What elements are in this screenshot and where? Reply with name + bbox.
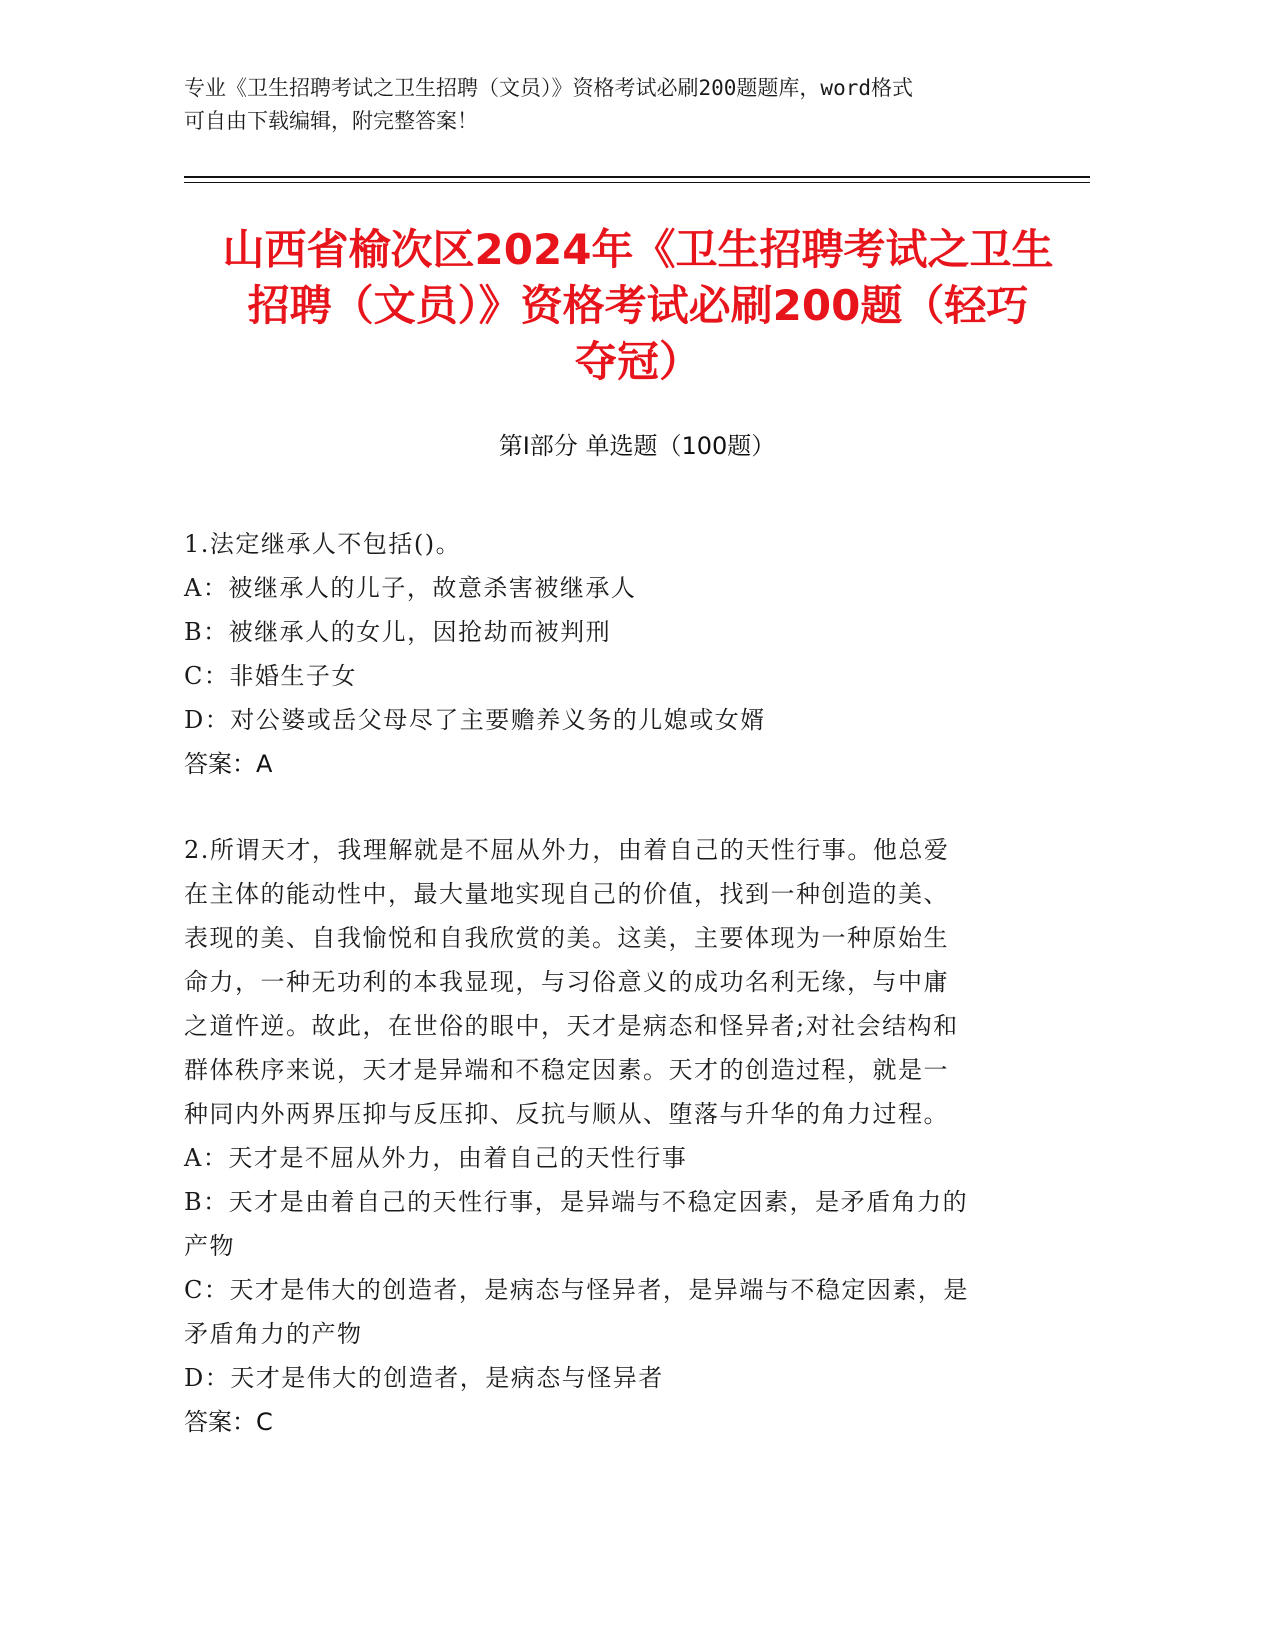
question-2 <box>184 828 1064 1444</box>
title-line: 山西省榆次区2024年《卫生招聘考试之卫生 <box>222 225 1054 274</box>
question-stem: 2.所谓天才，我理解就是不屈从外力，由着自己的天性行事。他总爱 <box>184 836 950 864</box>
header-divider-thin <box>184 182 1090 183</box>
title-line: 夺冠） <box>574 337 701 386</box>
document-title <box>170 222 1106 390</box>
question-stem: 表现的美、自我愉悦和自我欣赏的美。这美，主要体现为一种原始生 <box>184 924 949 952</box>
option-d: D：天才是伟大的创造者，是病态与怪异者 <box>184 1364 664 1392</box>
header-note <box>184 72 1064 138</box>
question-stem: 之道忤逆。故此，在世俗的眼中，天才是病态和怪异者;对社会结构和 <box>184 1012 959 1040</box>
header-note-line: 可自由下载编辑，附完整答案！ <box>184 109 478 133</box>
option-d: D：对公婆或岳父母尽了主要赡养义务的儿媳或女婿 <box>184 706 766 734</box>
header-note-line: 专业《卫生招聘考试之卫生招聘（文员）》资格考试必刷200题题库，word格式 <box>184 76 913 100</box>
option-b: B：被继承人的女儿，因抢劫而被判刑 <box>184 618 612 646</box>
option-a: A：被继承人的儿子，故意杀害被继承人 <box>184 574 637 602</box>
option-b: B：天才是由着自己的天性行事，是异端与不稳定因素，是矛盾角力的 <box>184 1188 969 1216</box>
answer: 答案：A <box>184 750 273 778</box>
section-heading: 第Ⅰ部分 单选题（100题） <box>498 432 776 460</box>
answer: 答案：C <box>184 1408 273 1436</box>
option-a: A：天才是不屈从外力，由着自己的天性行事 <box>184 1144 688 1172</box>
option-c: C：非婚生子女 <box>184 662 357 690</box>
title-line: 招聘（文员）》资格考试必刷200题（轻巧 <box>247 281 1029 330</box>
option-c: C：天才是伟大的创造者，是病态与怪异者，是异端与不稳定因素，是 <box>184 1276 969 1304</box>
question-stem: 种同内外两界压抑与反压抑、反抗与顺从、堕落与升华的角力过程。 <box>184 1100 949 1128</box>
option-b-continued: 产物 <box>184 1232 235 1260</box>
question-stem: 在主体的能动性中，最大量地实现自己的价值，找到一种创造的美、 <box>184 880 949 908</box>
question-1 <box>184 522 1064 786</box>
question-stem: 1.法定继承人不包括()。 <box>184 530 462 558</box>
question-stem: 群体秩序来说，天才是异端和不稳定因素。天才的创造过程，就是一 <box>184 1056 949 1084</box>
header-divider <box>184 176 1090 178</box>
option-c-continued: 矛盾角力的产物 <box>184 1320 363 1348</box>
question-stem: 命力，一种无功利的本我显现，与习俗意义的成功名利无缘，与中庸 <box>184 968 949 996</box>
